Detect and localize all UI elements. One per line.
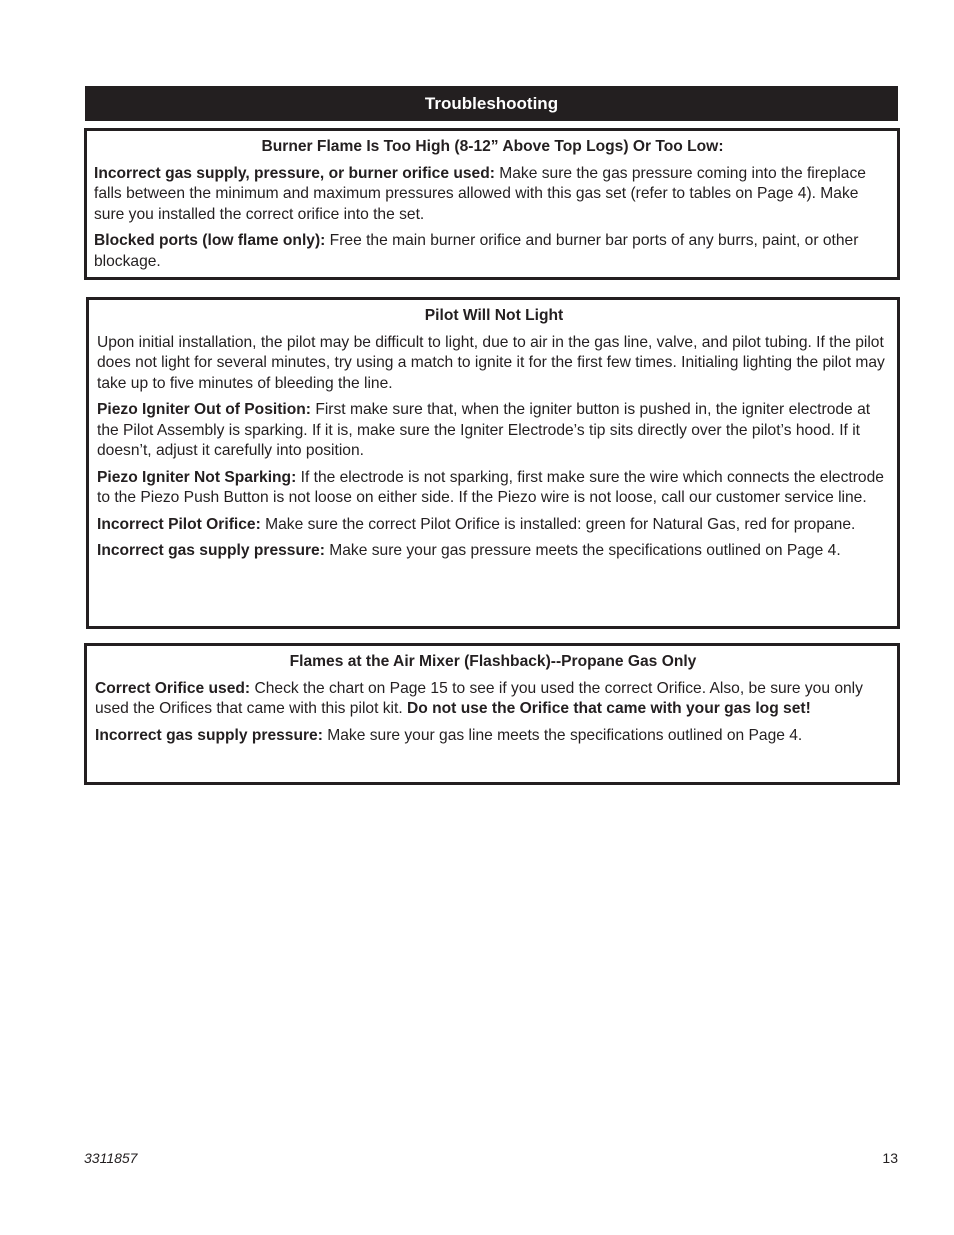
item-label: Incorrect gas supply pressure: [97, 542, 325, 559]
item-text: Make sure the correct Pilot Orifice is installed: green for Natural Gas, red for propane. [260, 515, 856, 533]
item-text: Free the main burner orifice and burner bar ports of any burrs, paint, or other blockage. [94, 232, 859, 270]
item-text: Make sure your gas line meets the specifications outlined on Page 4. [322, 726, 803, 744]
item-label: Incorrect gas supply pressure: [95, 726, 323, 744]
item-text: Check the chart on Page 15 to see if you used the correct Orifice. Also, be sure you only used the Orifices that came with this pilot kit. [95, 679, 863, 717]
troubleshooting-box-pilot [86, 297, 900, 629]
box-title: Flames at the Air Mixer (Flashback)--Propane Gas Only [289, 653, 697, 670]
intro-text: Upon initial installation, the pilot may be difficult to light, due to air in the gas line, valve, and pilot tubing. If the pilot does not light for several minutes, try using a match to ignite it for the first few times. Initialing lighting the pilot may take up to five minutes of bleeding the line. [97, 333, 885, 392]
item-label: Correct Orifice used: [95, 679, 251, 697]
box-title: Burner Flame Is Too High (8-12” Above Top Logs) Or Too Low: [261, 138, 724, 155]
troubleshooting-item [94, 164, 891, 226]
part-number: 3311857 [84, 1150, 138, 1166]
item-label: Piezo Igniter Not Sparking: [97, 468, 297, 486]
item-text: First make sure that, when the igniter button is pushed in, the igniter electrode at the Pilot Assembly is sparking. If it is, make sure the Igniter Electrode’s tip sits directly over the pilot’s hood. If it doesn’t, adjust it carefully into position. [97, 401, 871, 459]
troubleshooting-box-burner-flame [84, 128, 900, 280]
troubleshooting-item [97, 515, 891, 536]
item-label: Incorrect Pilot Orifice: [97, 515, 261, 533]
troubleshooting-box-flashback [84, 643, 900, 785]
warning-text: Do not use the Orifice that came with your gas log set! [407, 700, 811, 717]
troubleshooting-item [95, 679, 891, 720]
item-label: Piezo Igniter Out of Position: [97, 401, 311, 418]
page-number: 13 [882, 1150, 898, 1166]
item-label: Blocked ports (low flame only): [94, 232, 326, 249]
item-text: Make sure your gas pressure meets the specifications outlined on Page 4. [324, 542, 841, 559]
item-text: If the electrode is not sparking, first make sure the wire which connects the electrode to the Piezo Push Button is not loose on either side. If the Piezo wire is not loose, call our customer service line. [97, 468, 884, 506]
troubleshooting-item [97, 400, 891, 462]
troubleshooting-item [94, 231, 891, 272]
troubleshooting-item [95, 726, 891, 747]
box-title: Pilot Will Not Light [424, 307, 564, 324]
item-text: Make sure the gas pressure coming into the fireplace falls between the minimum and maximum pressures allowed with this gas set (refer to tables on Page 4). Make sure you installed the correct orifice into the set. [94, 164, 866, 223]
troubleshooting-item [97, 541, 891, 562]
section-header-troubleshooting: Troubleshooting [85, 86, 898, 121]
troubleshooting-item [97, 468, 891, 509]
item-label: Incorrect gas supply, pressure, or burner orifice used: [94, 164, 495, 182]
